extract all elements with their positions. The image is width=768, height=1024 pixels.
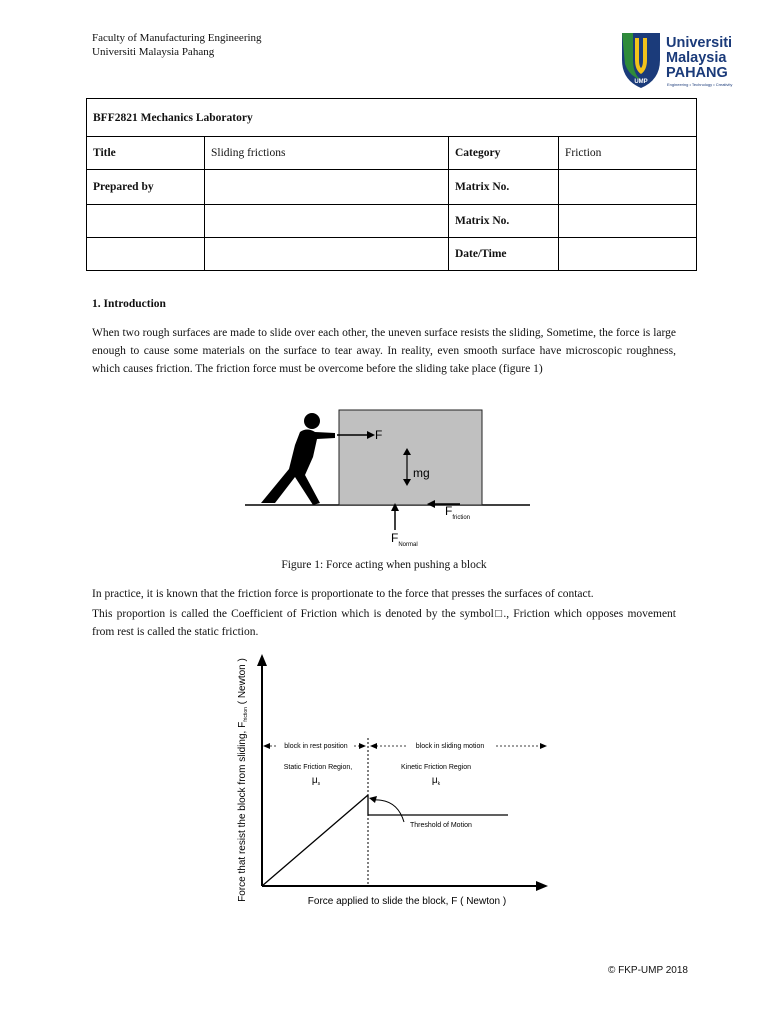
prepared-by-label: Prepared by [87, 170, 205, 205]
matrix-value-2[interactable] [559, 205, 697, 238]
figure-2-friction-graph [232, 650, 562, 915]
section-heading: 1. Introduction [92, 298, 166, 310]
person-pushing-icon [261, 413, 335, 505]
document-header [92, 31, 262, 59]
faculty-name: Faculty of Manufacturing Engineering [92, 32, 262, 44]
logo-line-3: PAHANG [666, 65, 728, 81]
static-region-label: Static Friction Region, [283, 764, 353, 771]
course-title: BFF2821 Mechanics Laboratory [87, 99, 697, 137]
datetime-value[interactable] [559, 238, 697, 271]
category-label: Category [449, 137, 559, 170]
matrix-value-1[interactable] [559, 170, 697, 205]
mg-label: mg [413, 466, 430, 480]
intro-paragraph: When two rough surfaces are made to slide over each other, the uneven surface resists the sliding, Sometime, the force is large enough to cause some materials on the surface to tear away. In reality, even smooth surface have microscopic roughness, which causes friction. The friction force must be overcome before the sliding take place (figure 1) [92, 327, 676, 375]
static-friction-line [262, 795, 368, 886]
member-3-cell[interactable] [87, 238, 205, 271]
logo-wordmark [666, 36, 732, 81]
title-value: Sliding frictions [205, 137, 449, 170]
practice-paragraph-line-1: In practice, it is known that the friction force is proportionate to the force that presses the surfaces of contact. [92, 588, 594, 600]
datetime-label: Date/Time [449, 238, 559, 271]
ump-logo [619, 30, 744, 90]
static-mu-label: $\mu_s$ [311, 775, 321, 787]
ump-shield-icon [619, 30, 665, 90]
rest-position-label: block in rest position [284, 743, 348, 750]
lab-info-table [86, 98, 697, 271]
matrix-label-2: Matrix No. [449, 205, 559, 238]
kinetic-friction-line [368, 795, 508, 815]
kinetic-mu-label: $\mu_k$ [431, 775, 441, 787]
figure-1-diagram [245, 405, 530, 553]
logo-line-1: Universiti [666, 35, 733, 51]
logo-badge-text: UMP [634, 79, 648, 85]
matrix-label-1: Matrix No. [449, 170, 559, 205]
member-2-name[interactable] [205, 205, 449, 238]
copyright-footer: © FKP-UMP 2018 [608, 965, 688, 976]
member-3-name[interactable] [205, 238, 449, 271]
x-axis-label: Force applied to slide the block, F ( Newton ) [307, 896, 507, 907]
force-f-label: F [375, 428, 383, 442]
friction-label: $F_{friction}$ [445, 504, 471, 521]
member-2-cell[interactable] [87, 205, 205, 238]
figure-1-caption: Figure 1: Force acting when pushing a block [281, 559, 487, 571]
kinetic-region-label: Kinetic Friction Region [400, 764, 472, 771]
prepared-by-value[interactable] [205, 170, 449, 205]
logo-tagline: Engineering • Technology • Creativity [667, 82, 733, 87]
threshold-label: Threshold of Motion [410, 822, 472, 829]
sliding-motion-label: block in sliding motion [415, 743, 485, 750]
category-value: Friction [559, 137, 697, 170]
practice-paragraph-line-2: This proportion is called the Coefficient of Friction which is denoted by the symbol□., Friction which opposes movement from rest is called the static friction. [92, 608, 676, 638]
block [339, 410, 482, 505]
logo-line-2: Malaysia [666, 50, 727, 66]
title-label: Title [87, 137, 205, 170]
y-axis-label: Force that resist the block from sliding, $F_{friction}$ ( Newton ) [237, 658, 249, 902]
university-name: Universiti Malaysia Pahang [92, 46, 215, 58]
normal-force-label: $F_{Normal}$ [391, 531, 418, 548]
